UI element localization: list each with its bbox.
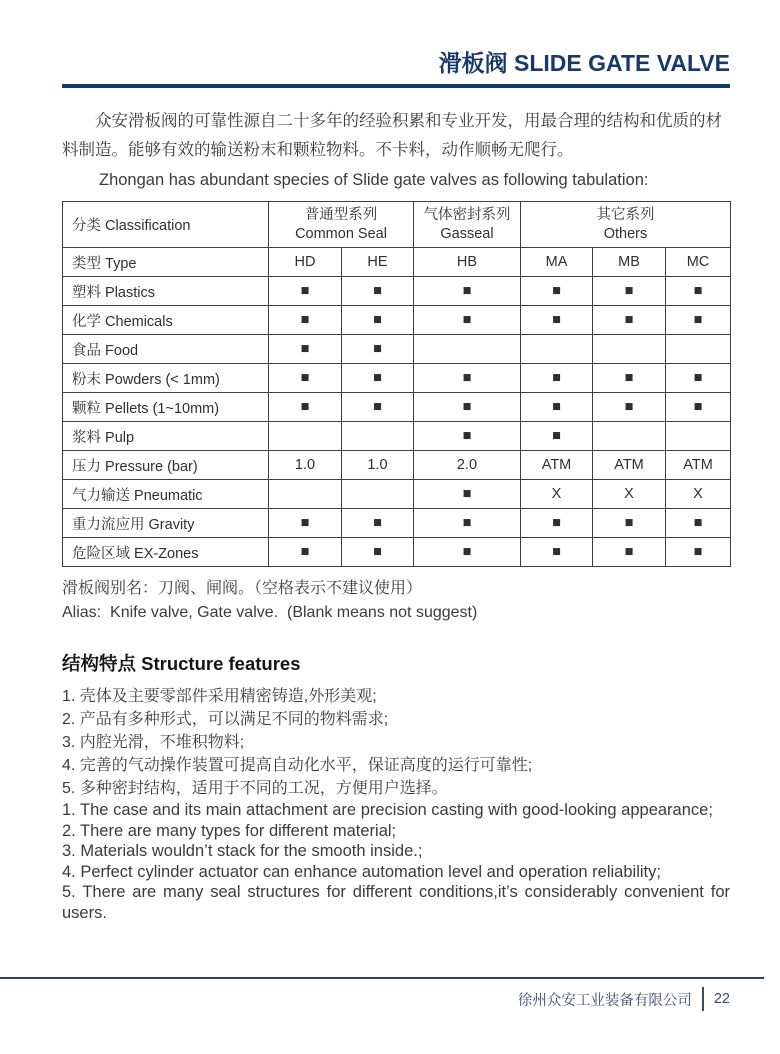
intro-paragraph-en: Zhongan has abundant species of Slide gate valves as following tabulation: [99,171,649,189]
filled-square-marker: ■ [521,277,593,306]
group-label-en: Gasseal [440,225,494,242]
row-cell [342,422,414,451]
filled-square-marker: ■ [521,393,593,422]
filled-square-marker: ■ [593,538,666,567]
feature-item-cn: 3. 内腔光滑，不堆积物料; [62,734,245,751]
table-row [63,451,731,480]
filled-square-marker: ■ [593,393,666,422]
row-cell [521,335,593,364]
row-cell: 2.0 [414,451,521,480]
row-cell [269,480,342,509]
filled-square-marker: ■ [414,509,521,538]
row-cell: X [521,480,593,509]
table-row [63,277,731,306]
filled-square-marker: ■ [342,364,414,393]
table-row [63,538,731,567]
filled-square-marker: ■ [269,509,342,538]
row-label: 化学 Chemicals [63,306,269,335]
row-label: 食品 Food [63,335,269,364]
type-cell: HD [269,248,342,277]
feature-item-cn: 4. 完善的气动操作装置可提高自动化水平，保证高度的运行可靠性; [62,757,533,774]
type-cell: MA [521,248,593,277]
group-label-cn: 气体密封系列 [423,206,511,223]
feature-item-cn: 5. 多种密封结构，适用于不同的工况，方便用户选择。 [62,780,448,797]
filled-square-marker: ■ [269,364,342,393]
row-label: 颗粒 Pellets (1~10mm) [63,393,269,422]
filled-square-marker: ■ [593,306,666,335]
filled-square-marker: ■ [521,306,593,335]
row-label: 气力输送 Pneumatic [63,480,269,509]
table-row [63,480,731,509]
filled-square-marker: ■ [414,393,521,422]
page-title: 滑板阀 SLIDE GATE VALVE [438,50,730,76]
feature-item-cn: 2. 产品有多种形式，可以满足不同的物料需求; [62,711,389,728]
filled-square-marker: ■ [269,277,342,306]
row-cell: X [593,480,666,509]
footer-divider [0,977,764,979]
row-label: 塑料 Plastics [63,277,269,306]
row-cell: ATM [521,451,593,480]
type-cell: MC [666,248,731,277]
filled-square-marker: ■ [342,393,414,422]
alias-note-cn: 滑板阀别名：刀阀、闸阀。（空格表示不建议使用） [62,580,423,597]
filled-square-marker: ■ [521,364,593,393]
filled-square-marker: ■ [666,393,731,422]
group-common-seal-cell [269,202,414,248]
title-divider [62,84,730,88]
feature-item-en: 3. Materials wouldn’t stack for the smooth inside.; [62,842,423,860]
filled-square-marker: ■ [414,306,521,335]
intro-paragraph-cn: 众安滑板阀的可靠性源自二十多年的经验积累和专业开发，用最合理的结构和优质的材料制造。能够有效的输送粉末和颗粒物料。不卡料，动作顺畅无爬行。 [62,112,722,159]
row-cell: ATM [593,451,666,480]
filled-square-marker: ■ [521,538,593,567]
filled-square-marker: ■ [593,277,666,306]
filled-square-marker: ■ [521,422,593,451]
group-label-cn: 普通型系列 [304,206,378,223]
group-gasseal-cell [414,202,521,248]
filled-square-marker: ■ [269,335,342,364]
row-cell: 1.0 [269,451,342,480]
filled-square-marker: ■ [269,393,342,422]
row-label: 浆料 Pulp [63,422,269,451]
filled-square-marker: ■ [414,277,521,306]
filled-square-marker: ■ [414,538,521,567]
feature-item-en: 1. The case and its main attachment are precision casting with good-looking appearance; [62,801,713,819]
row-cell: X [666,480,731,509]
table-header-group-row [63,202,731,248]
table-row [63,393,731,422]
filled-square-marker: ■ [342,335,414,364]
row-label: 粉末 Powders (< 1mm) [63,364,269,393]
table-type-row [63,248,731,277]
table-row [63,364,731,393]
filled-square-marker: ■ [666,509,731,538]
filled-square-marker: ■ [666,364,731,393]
alias-note-en: Alias: Knife valve, Gate valve. (Blank means not suggest) [62,604,478,621]
table-row [63,306,731,335]
row-label: 重力流应用 Gravity [63,509,269,538]
feature-item-en: 4. Perfect cylinder actuator can enhance automation level and operation reliability; [62,862,661,881]
type-cell: HB [414,248,521,277]
row-cell [414,335,521,364]
filled-square-marker: ■ [342,509,414,538]
features-cn-list [62,685,730,800]
footer-company-name: 徐州众安工业装备有限公司 [517,992,692,1009]
row-cell [269,422,342,451]
filled-square-marker: ■ [521,509,593,538]
table-row [63,509,731,538]
spec-table [62,201,731,567]
feature-item-cn: 1. 壳体及主要零部件采用精密铸造,外形美观; [62,688,377,705]
row-cell: ATM [666,451,731,480]
filled-square-marker: ■ [666,277,731,306]
row-cell [593,335,666,364]
structure-features-heading: 结构特点 Structure features [62,653,301,674]
spec-table-body [63,202,731,567]
row-cell [666,422,731,451]
group-label-en: Common Seal [295,225,387,242]
filled-square-marker: ■ [593,364,666,393]
type-header-cell: 类型 Type [63,248,269,277]
row-label: 危险区域 EX-Zones [63,538,269,567]
type-cell: MB [593,248,666,277]
filled-square-marker: ■ [342,538,414,567]
classification-header-cell: 分类 Classification [63,202,269,248]
filled-square-marker: ■ [666,538,731,567]
footer-vertical-bar [702,987,704,1011]
group-others-cell [521,202,731,248]
group-label-en: Others [603,225,648,242]
table-row [63,422,731,451]
feature-item-en: 2. There are many types for different material; [62,821,397,840]
footer-page-number: 22 [713,991,730,1007]
footer [518,987,730,1011]
feature-item-en: 5. There are many seal structures for different conditions,it’s considerably convenient for users. [62,883,730,922]
filled-square-marker: ■ [342,277,414,306]
filled-square-marker: ■ [414,364,521,393]
table-row [63,335,731,364]
filled-square-marker: ■ [342,306,414,335]
filled-square-marker: ■ [269,538,342,567]
type-cell: HE [342,248,414,277]
row-label: 压力 Pressure (bar) [63,451,269,480]
row-cell [593,422,666,451]
features-en-list [62,800,730,923]
row-cell [342,480,414,509]
filled-square-marker: ■ [414,480,521,509]
row-cell [666,335,731,364]
filled-square-marker: ■ [269,306,342,335]
group-label-cn: 其它系列 [596,206,655,223]
filled-square-marker: ■ [666,306,731,335]
filled-square-marker: ■ [414,422,521,451]
row-cell: 1.0 [342,451,414,480]
filled-square-marker: ■ [593,509,666,538]
